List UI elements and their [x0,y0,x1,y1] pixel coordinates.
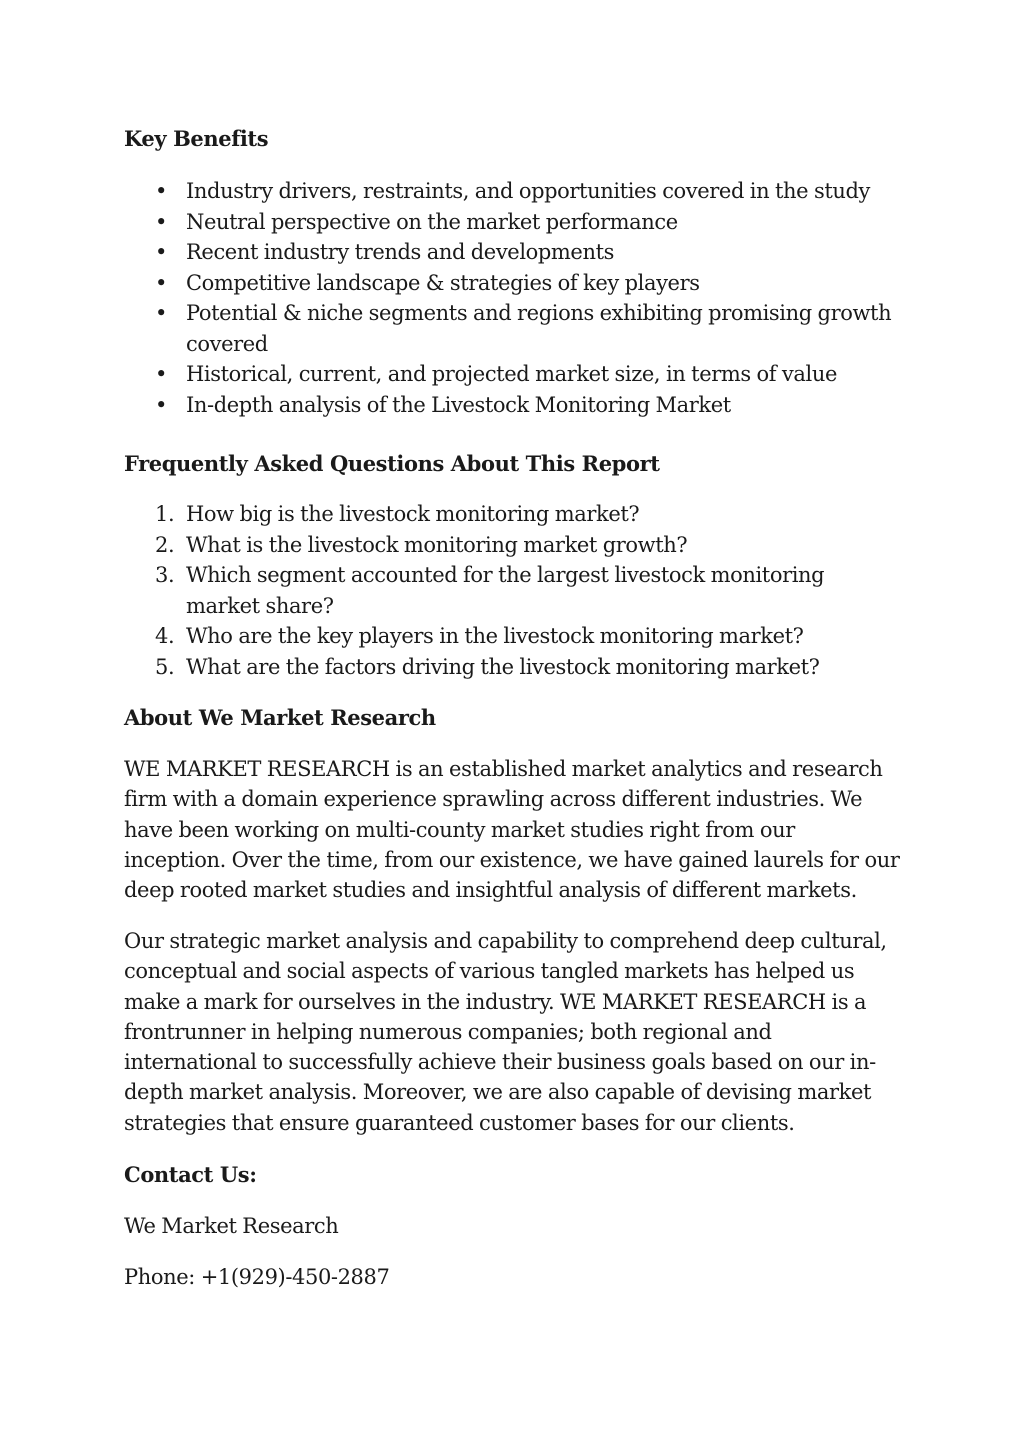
paragraph-line: depth market analysis. Moreover, we are also capable of devising market [124,1080,872,1105]
list-item-text: covered [186,331,268,356]
faq-item-text: market share? [186,593,334,618]
faq-heading: Frequently Asked Questions About This Report [124,451,660,476]
contact-phone [124,1262,904,1292]
bullet-dot-icon: • [155,392,167,417]
paragraph-line: international to successfully achieve their business goals based on our in- [124,1050,876,1075]
list-item-text: Historical, current, and projected market size, in terms of value [186,362,837,386]
list-item-text: Industry drivers, restraints, and opportunities covered in the study [186,179,871,203]
list-item [124,176,904,207]
faq-item-text: Who are the key players in the livestock monitoring market? [186,624,804,648]
faq-item [124,530,904,561]
paragraph-line: make a mark for ourselves in the industry. WE MARKET RESEARCH is a [124,989,867,1014]
faq-item-text: What are the factors driving the livestock monitoring market? [186,654,820,679]
about-paragraph-2 [124,926,904,1138]
bullet-dot-icon: • [155,270,167,295]
paragraph-line: firm with a domain experience sprawling across different industries. We [124,787,863,812]
paragraph-line: deep rooted market studies and insightful analysis of different markets. [124,878,857,903]
contact-heading: Contact Us: [124,1162,257,1187]
bullet-dot-icon: • [155,240,167,264]
list-item-text: Neutral perspective on the market performance [186,209,678,234]
list-item [124,268,904,299]
list-item [124,298,904,359]
paragraph-line: have been working on multi-county market studies right from our [124,817,795,842]
faq-list [124,499,904,682]
list-item [124,359,904,390]
paragraph-line: frontrunner in helping numerous companies; both regional and [124,1019,772,1044]
faq-item-number: 4. [155,624,175,648]
list-item [124,207,904,238]
list-item-text: Potential & niche segments and regions exhibiting promising growth [186,301,892,325]
phone-number: Phone: +1(929)-450-2887 [124,1265,390,1289]
paragraph-line: conceptual and social aspects of various tangled markets has helped us [124,959,855,984]
faq-item-number: 3. [155,563,175,587]
paragraph-line: strategies that ensure guaranteed customer bases for our clients. [124,1110,795,1135]
key-benefits-list [124,176,904,420]
list-item-text: In-depth analysis of the Livestock Monitoring Market [186,392,731,417]
company-name: We Market Research [124,1214,339,1238]
paragraph-line: Our strategic market analysis and capability to comprehend deep cultural, [124,929,887,953]
paragraph-line: WE MARKET RESEARCH is an established market analytics and research [124,757,883,781]
bullet-dot-icon: • [155,179,167,203]
faq-item-text: How big is the livestock monitoring market? [186,502,640,526]
about-paragraph-1 [124,754,904,905]
list-item-text: Competitive landscape & strategies of key players [186,270,700,295]
bullet-dot-icon: • [155,301,167,325]
faq-item-text: What is the livestock monitoring market growth? [186,532,688,557]
about-heading: About We Market Research [124,705,436,730]
contact-company [124,1211,904,1241]
paragraph-line: inception. Over the time, from our existence, we have gained laurels for our [124,847,900,872]
faq-item [124,621,904,652]
bullet-dot-icon: • [155,362,167,386]
faq-item [124,652,904,683]
faq-item-number: 2. [155,532,175,557]
list-item [124,237,904,268]
faq-item [124,499,904,530]
bullet-dot-icon: • [155,209,167,234]
list-item-text: Recent industry trends and developments [186,240,615,264]
faq-item-text: Which segment accounted for the largest livestock monitoring [186,563,825,587]
faq-item-number: 1. [155,502,175,526]
key-benefits-heading: Key Benefits [124,126,269,151]
faq-item-number: 5. [155,654,175,679]
faq-item [124,560,904,621]
list-item [124,390,904,421]
